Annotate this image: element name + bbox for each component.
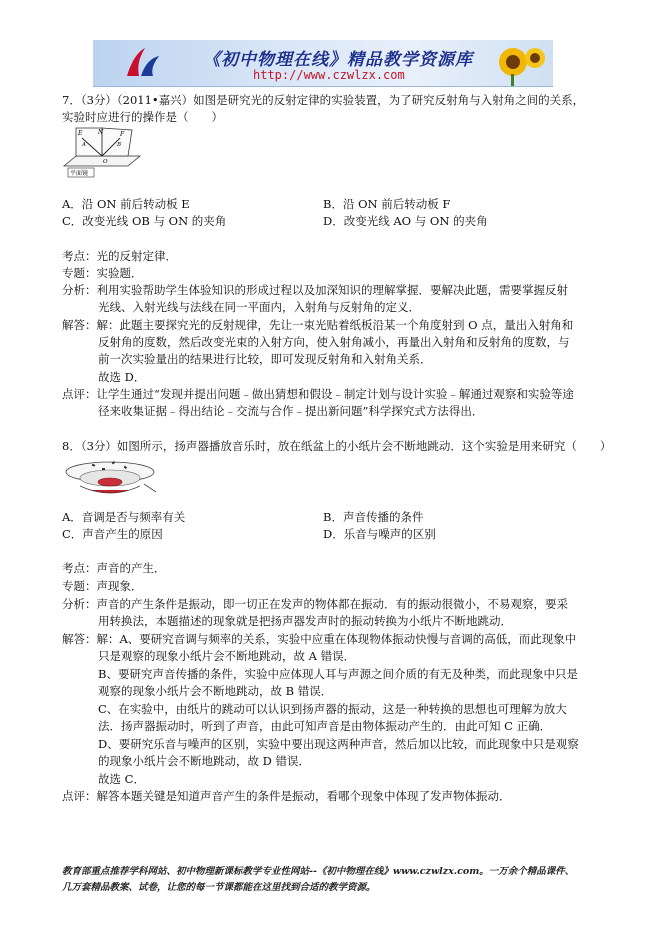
footer-line2: 几万套精品教案、试卷，让您的每一节课都能在这里找到合适的教学资源。 bbox=[62, 882, 376, 893]
q7-option-d: D．改变光线 AO 与 ON 的夹角 bbox=[323, 214, 488, 228]
q8-jieda-line1: 解答：解：A、要研究音调与频率的关系，实验中应重在体现物体振动快慢与音调的高低，而此现象中 bbox=[62, 632, 577, 646]
q8-option-a: A．音调是否与频率有关 bbox=[62, 510, 186, 524]
q7-fenxi-line2: 光线、入射光线与法线在同一平面内，入射角与反射角的定义． bbox=[98, 300, 420, 314]
q7-option-b: B．沿 ON 前后转动板 F bbox=[323, 197, 451, 211]
q7-jieda-line4: 故选 D． bbox=[98, 370, 146, 384]
q8-jieda-line6: 法．扬声器振动时，听到了声音，由此可知声音是由物体振动产生的．由此可知 C 正确． bbox=[98, 719, 552, 733]
q8-jieda-line5: C、在实验中，由纸片的跳动可以认识到扬声器的振动，这是一种转换的思想也可理解为放大 bbox=[98, 702, 567, 716]
q8-jieda-line8: 的现象小纸片会不断地跳动，故 D 错误． bbox=[98, 754, 311, 768]
q8-stem: 8．（3分）如图所示，扬声器播放音乐时，放在纸盆上的小纸片会不断地跳动．这个实验是用来研究（ ） bbox=[62, 439, 612, 453]
q8-jieda-line2: 只是观察的现象小纸片会不断地跳动，故 A 错误． bbox=[98, 649, 356, 663]
q8-option-c: C．声音产生的原因 bbox=[62, 527, 163, 541]
q7-option-c: C．改变光线 OB 与 ON 的夹角 bbox=[62, 214, 227, 228]
fig-label-n: N bbox=[98, 129, 104, 136]
site-logo-icon bbox=[123, 46, 163, 80]
q8-jieda-line9: 故选 C． bbox=[98, 772, 145, 786]
q8-fenxi-line2: 用转换法，本题描述的现象就是把扬声器发声时的振动转换为小纸片不断地跳动． bbox=[98, 614, 512, 628]
header-banner bbox=[93, 40, 553, 87]
q8-fenxi-line1: 分析：声音的产生条件是振动，即一切正在发声的物体都在振动．有的振动很微小，不易观察，要采 bbox=[62, 597, 568, 611]
site-url[interactable]: http://www.czwlzx.com bbox=[253, 68, 405, 82]
fig-label-o: O bbox=[103, 159, 108, 165]
q7-reflection-apparatus-figure bbox=[62, 126, 142, 182]
q7-dianping-line2: 径来收集证据﹣得出结论﹣交流与合作﹣提出新问题”科学探究式方法得出． bbox=[98, 404, 484, 418]
sunflower-icon bbox=[493, 42, 547, 86]
q7-kaodian: 考点：光的反射定律． bbox=[62, 249, 177, 263]
q8-kaodian: 考点：声音的产生． bbox=[62, 561, 166, 575]
q7-stem-line1: 7．（3分）（2011•嘉兴）如图是研究光的反射定律的实验装置，为了研究反射角与入射角之间的关系， bbox=[62, 93, 585, 107]
q8-dianping: 点评：解答本题关键是知道声音产生的条件是振动，看哪个现象中体现了发声物体振动． bbox=[62, 789, 511, 803]
site-title: 《初中物理在线》精品教学资源库 bbox=[203, 50, 473, 70]
q8-zhuanti: 专题：声现象． bbox=[62, 579, 143, 593]
q7-fenxi-line1: 分析：利用实验帮助学生体验知识的形成过程以及加深知识的理解掌握．要解决此题，需要掌握反射 bbox=[62, 283, 568, 297]
q7-stem-line2: 实验时应进行的操作是（ ） bbox=[62, 110, 223, 124]
q7-jieda-line2: 反射角的度数，然后改变光束的入射方向，使入射角减小，再量出入射角和反射角的度数，与 bbox=[98, 335, 570, 349]
q8-option-b: B．声音传播的条件 bbox=[323, 510, 424, 524]
fig-label-a: A bbox=[82, 142, 86, 148]
q8-jieda-line7: D、要研究乐音与噪声的区别，实验中要出现这两种声音，然后加以比较，而此现象中只是观察 bbox=[98, 737, 579, 751]
fig-plate-label: 平面镜 bbox=[70, 170, 89, 177]
q8-speaker-figure bbox=[62, 456, 158, 500]
fig-label-f: F bbox=[120, 131, 125, 138]
q7-zhuanti: 专题：实验题． bbox=[62, 266, 143, 280]
q8-jieda-line4: 观察的现象小纸片会不断地跳动，故 B 错误． bbox=[98, 684, 333, 698]
fig-label-e: E bbox=[78, 130, 83, 137]
q7-option-a: A．沿 ON 前后转动板 E bbox=[62, 197, 190, 211]
q8-option-d: D．乐音与噪声的区别 bbox=[323, 527, 436, 541]
fig-label-b: B bbox=[117, 142, 122, 148]
q8-jieda-line3: B、要研究声音传播的条件，实验中应体现人耳与声源之间介质的有无及种类，而此现象中只是 bbox=[98, 667, 578, 681]
q7-jieda-line3: 前一次实验量出的结果进行比较，即可发现反射角和入射角关系． bbox=[98, 352, 432, 366]
q7-jieda-line1: 解答：解：此题主要探究光的反射规律，先让一束光贴着纸板沿某一个角度射到 O 点，量出入射角和 bbox=[62, 318, 574, 332]
footer-line1: 教育部重点推荐学科网站、初中物理新课标教学专业性网站--《初中物理在线》www.czwlzx.com。一万余个精品课件、 bbox=[62, 866, 575, 877]
q7-dianping-line1: 点评：让学生通过“发现并提出问题﹣做出猜想和假设﹣制定计划与设计实验﹣解通过观察和实验等途 bbox=[62, 387, 574, 401]
